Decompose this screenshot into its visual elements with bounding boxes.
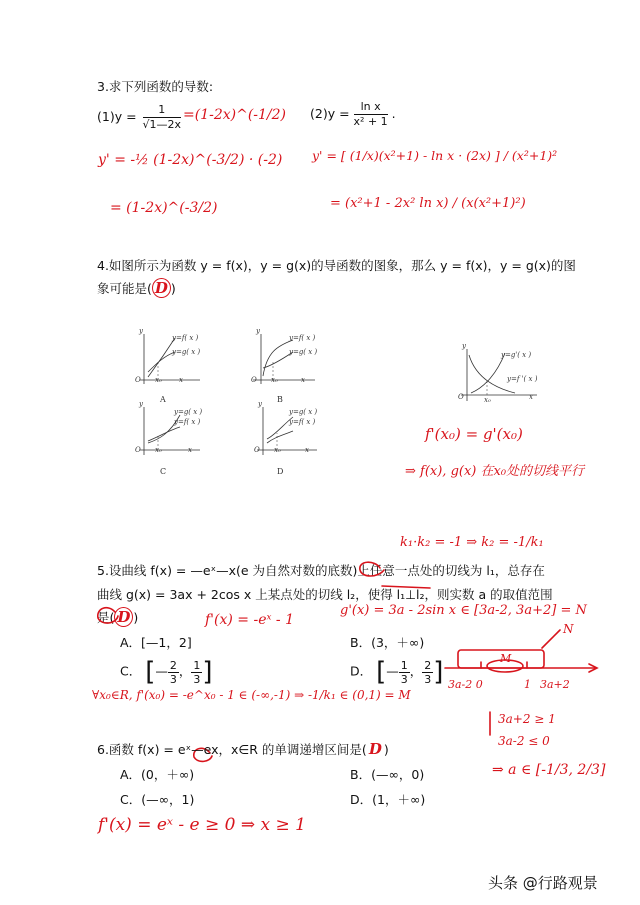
graph-b-label-2: y=g( x ) <box>289 348 318 356</box>
hw-q5-sys2: 3a-2 ≤ 0 <box>498 734 550 748</box>
hw-q6: f'(x) = eˣ - e ≥ 0 ⇒ x ≥ 1 <box>98 815 306 835</box>
q5-option-c-num1: 2 <box>169 658 177 672</box>
watermark: 头条 @行路观景 <box>488 874 598 892</box>
q3-part2-denominator: x² + 1 <box>353 115 388 128</box>
graph-c-y: y <box>139 400 143 408</box>
q4-line2-text: 象可能是( <box>97 281 152 296</box>
q3-part1-label: (1)y = <box>97 109 141 124</box>
q6-option-a: A．(0，＋∞) <box>120 767 195 782</box>
q6-close: ) <box>383 742 389 757</box>
q5-close: ) <box>133 610 139 625</box>
q5-option-c-rbracket: ] <box>202 657 213 687</box>
q5-option-d-prefix: D． <box>350 663 373 679</box>
graph-a-o: O <box>135 376 141 384</box>
q4-answer: D <box>152 278 171 298</box>
q5-option-c-comma: ， <box>178 663 192 679</box>
q3-part1-numerator: 1 <box>143 103 182 118</box>
graph-b-x: x <box>301 376 305 384</box>
graph-a-label-1: y=f( x ) <box>172 334 199 342</box>
hw-q3-c: = (1-2x)^(-3/2) <box>110 200 218 216</box>
graph-a-x0: x₀ <box>155 376 162 384</box>
hw-q5-g: g'(x) = 3a - 2sin x ∈ [3a-2, 3a+2] = N <box>340 603 587 618</box>
derivative-graph-x0: x₀ <box>484 396 491 404</box>
q3-title: 3.求下列函数的导数: <box>97 79 214 94</box>
graph-a-label-2: y=g( x ) <box>172 348 201 356</box>
q5-answer: D <box>114 607 133 627</box>
hw-q5-sys1: 3a+2 ≥ 1 <box>498 712 556 726</box>
q5-option-c-den2: 3 <box>193 672 201 686</box>
q5-option-d-num2: 2 <box>424 658 432 672</box>
q5-option-b: B．(3，＋∞) <box>350 635 425 650</box>
q5-line1: 5.设曲线 f(x) = —eˣ—x(e 为自然对数的底数)上任意一点处的切线为 l₁，总存在 <box>97 563 545 578</box>
q5-line3-text: 是( <box>97 610 115 625</box>
hw-q5-f: f'(x) = -eˣ - 1 <box>205 612 295 628</box>
hw-q4-2: ⇒ f(x), g(x) 在x₀处的切线平行 <box>405 464 585 479</box>
graph-c-x: x <box>188 446 192 454</box>
q5-option-c-prefix: C． <box>120 663 142 679</box>
hw-q3-e: = (x²+1 - 2x² ln x) / (x(x²+1)²) <box>330 196 526 211</box>
graph-d-y: y <box>258 400 262 408</box>
graph-a-caption: A <box>160 395 166 404</box>
q3-part2-period: . <box>391 106 396 121</box>
hw-q3-a: =(1-2x)^(-1/2) <box>183 107 287 123</box>
hw-nl-2: 1 <box>524 678 531 691</box>
hw-nl-n: N <box>563 622 574 636</box>
q5-option-a: A．[—1，2] <box>120 635 192 650</box>
q5-option-d-rbracket: ] <box>433 657 444 687</box>
graph-d-caption: D <box>277 467 284 476</box>
graph-d-label-1: y=g( x ) <box>289 408 318 416</box>
hw-q3-d: y' = [ (1/x)(x²+1) - ln x · (2x) ] / (x²+1)² <box>312 148 558 163</box>
graph-d-x: x <box>305 446 309 454</box>
hw-nl-m: M <box>500 652 512 665</box>
q6-answer: D <box>368 740 382 758</box>
graph-c-o: O <box>135 446 141 454</box>
q5-option-d-den1: 3 <box>400 672 408 686</box>
q4-close: ) <box>170 281 176 296</box>
q3-part1-denominator: √1—2x <box>142 118 182 131</box>
q6-line1-text: 6.函数 f(x) = eˣ—ex，x∈R 的单调递增区间是( <box>97 742 367 757</box>
hw-q3-b: y' = -½ (1-2x)^(-3/2) · (-2) <box>98 152 283 168</box>
graph-c-label-1: y=g( x ) <box>174 408 203 416</box>
graph-c-label-2: y=f( x ) <box>174 418 201 426</box>
q5-option-c-den1: 3 <box>169 672 177 686</box>
q5-option-d-num1: 1 <box>400 658 408 672</box>
q6-option-b: B．(—∞，0) <box>350 767 425 782</box>
graph-c-x0: x₀ <box>155 446 162 454</box>
graph-b-caption: B <box>277 395 283 404</box>
graph-a-x: x <box>179 376 183 384</box>
graph-d-o: O <box>254 446 260 454</box>
graph-d-label-2: y=f( x ) <box>289 418 316 426</box>
hw-nl-3: 3a+2 <box>540 678 570 691</box>
q5-option-c-minus: — <box>155 663 168 679</box>
q5-option-d-minus: — <box>386 663 399 679</box>
graph-c-caption: C <box>160 467 167 476</box>
q6-option-d: D．(1，＋∞) <box>350 792 426 807</box>
q5-option-d-den2: 3 <box>424 672 432 686</box>
hw-q5-res: ⇒ a ∈ [-1/3, 2/3] <box>492 762 606 778</box>
hw-q4-1: f'(x₀) = g'(x₀) <box>425 425 523 443</box>
hw-nl-1: 3a-2 0 <box>448 678 483 691</box>
q3-part2-label: (2)y = <box>310 106 354 121</box>
q4-line1: 4.如图所示为函数 y = f(x)，y = g(x)的导函数的图象，那么 y = f(x)，y = g(x)的图 <box>97 258 576 273</box>
q5-option-d-comma: ， <box>409 663 423 679</box>
hw-q5-top: k₁·k₂ = -1 ⇒ k₂ = -1/k₁ <box>400 535 544 550</box>
hw-q5-m: ∀x₀∈R, f'(x₀) = -e^x₀ - 1 ∈ (-∞,-1) ⇒ -1/k₁ ∈ (0,1) = M <box>92 688 411 702</box>
q5-line2: 曲线 g(x) = 3ax + 2cos x 上某点处的切线 l₂，使得 l₁⊥l₂，则实数 a 的取值范围 <box>97 587 553 602</box>
graph-d-x0: x₀ <box>274 446 281 454</box>
q3-part2-numerator: ln x <box>354 100 388 115</box>
q5-option-d-lbracket: [ <box>376 657 387 687</box>
q5-option-c-lbracket: [ <box>145 657 156 687</box>
graph-b-label-1: y=f( x ) <box>289 334 316 342</box>
q6-line1 <box>97 742 389 757</box>
graph-a-y: y <box>139 327 143 335</box>
derivative-graph-o: O <box>458 393 464 401</box>
q5-option-c-num2: 1 <box>193 658 201 672</box>
derivative-graph-x: x <box>529 393 533 401</box>
q3-part1-radicand: 1—2x <box>149 118 182 131</box>
graph-b-x0: x₀ <box>271 376 278 384</box>
graph-b-o: O <box>251 376 257 384</box>
graph-b-y: y <box>256 327 260 335</box>
derivative-graph-label-2: y=f '( x ) <box>507 375 538 383</box>
derivative-graph-label-1: y=g'( x ) <box>501 351 532 359</box>
q6-option-c: C．(—∞，1) <box>120 792 195 807</box>
derivative-graph-y: y <box>462 342 466 350</box>
